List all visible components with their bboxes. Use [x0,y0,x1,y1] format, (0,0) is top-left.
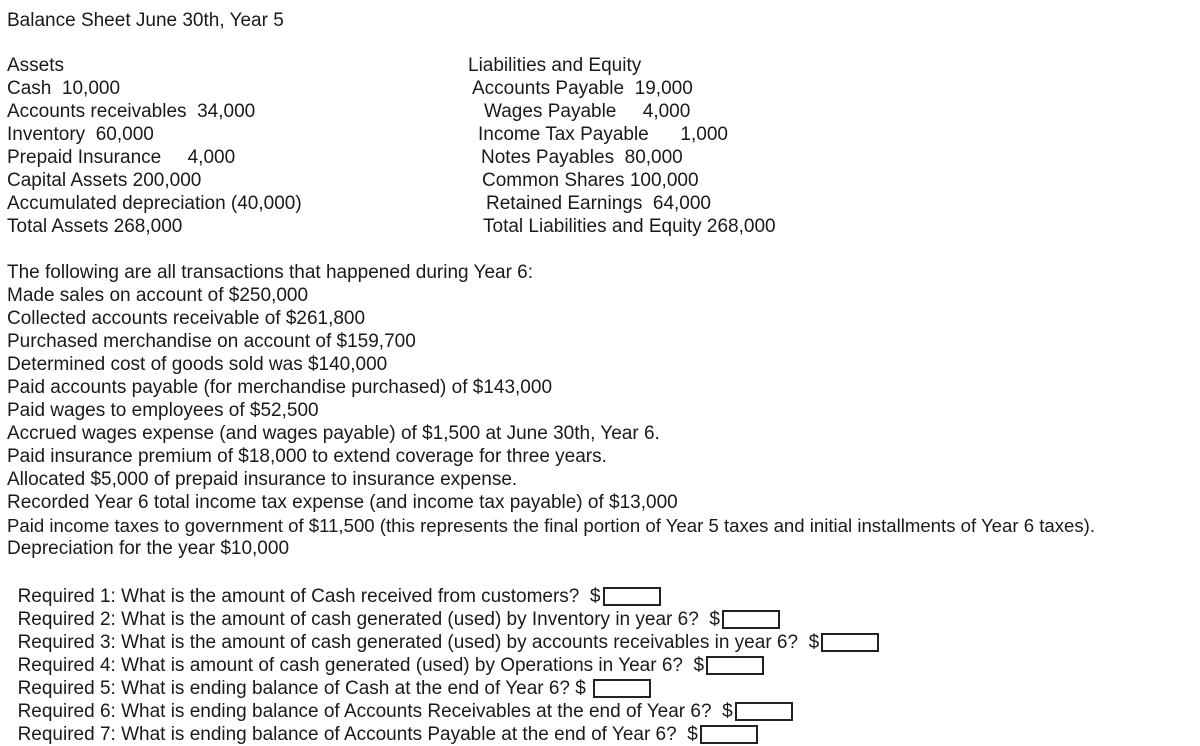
liability-line-retained: Retained Earnings 64,000 [486,193,711,214]
asset-line-ar: Accounts receivables 34,000 [7,101,256,122]
asset-line-prepaid: Prepaid Insurance 4,000 [7,147,236,168]
transaction-line: Allocated $5,000 of prepaid insurance to insurance expense. [7,469,518,490]
asset-line-capital: Capital Assets 200,000 [7,170,202,191]
liabilities-heading: Liabilities and Equity [468,55,642,76]
question-7 [7,700,758,746]
liability-line-tax: Income Tax Payable 1,000 [478,124,728,145]
question-7-answer-input[interactable] [700,725,758,744]
liability-line-notes: Notes Payables 80,000 [481,147,683,168]
asset-line-accum-dep: Accumulated depreciation (40,000) [7,193,302,214]
liability-line-ap: Accounts Payable 19,000 [472,78,693,99]
question-4-text: Required 4: What is amount of cash generated (used) by Operations in Year 6? $ [17,655,705,676]
assets-heading: Assets [7,55,65,76]
question-3-text: Required 3: What is the amount of cash generated (used) by accounts receivables in year 6? $ [17,632,820,653]
question-2-text: Required 2: What is the amount of cash generated (used) by Inventory in year 6? $ [17,609,720,630]
transaction-line: Paid insurance premium of $18,000 to extend coverage for three years. [7,446,607,467]
asset-line-cash: Cash 10,000 [7,78,121,99]
question-5-text: Required 5: What is ending balance of Cash at the end of Year 6? $ [17,678,592,699]
question-6-text: Required 6: What is ending balance of Accounts Receivables at the end of Year 6? $ [17,701,733,722]
question-4-answer-input[interactable] [706,656,764,675]
transaction-line: Recorded Year 6 total income tax expense (and income tax payable) of $13,000 [7,492,678,513]
liability-line-common: Common Shares 100,000 [482,170,699,191]
transaction-line: Depreciation for the year $10,000 [7,538,290,559]
transaction-line: Accrued wages expense (and wages payable) of $1,500 at June 30th, Year 6. [7,423,660,444]
transaction-line: Made sales on account of $250,000 [7,285,309,306]
transactions-intro: The following are all transactions that happened during Year 6: [7,262,534,283]
page-title: Balance Sheet June 30th, Year 5 [7,10,284,31]
asset-line-inventory: Inventory 60,000 [7,124,154,145]
question-7-text: Required 7: What is ending balance of Accounts Payable at the end of Year 6? $ [17,724,698,745]
transaction-line: Paid income taxes to government of $11,500 (this represents the final portion of Year 5 taxes and initial installments of Year 6 taxes). [7,515,1096,536]
question-3-answer-input[interactable] [821,633,879,652]
transaction-line: Paid accounts payable (for merchandise purchased) of $143,000 [7,377,553,398]
transaction-line: Paid wages to employees of $52,500 [7,400,319,421]
liability-line-total: Total Liabilities and Equity 268,000 [483,216,776,237]
asset-line-total: Total Assets 268,000 [7,216,183,237]
transaction-line: Purchased merchandise on account of $159,700 [7,331,416,352]
liability-line-wages: Wages Payable 4,000 [484,101,691,122]
transaction-line: Determined cost of goods sold was $140,000 [7,354,388,375]
question-1-text: Required 1: What is the amount of Cash received from customers? $ [17,586,601,607]
transaction-line: Collected accounts receivable of $261,800 [7,308,366,329]
